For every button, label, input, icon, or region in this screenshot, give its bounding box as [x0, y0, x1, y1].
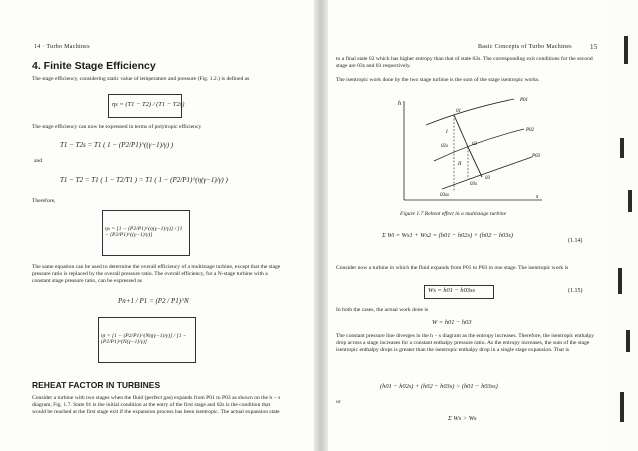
- therefore-text: Therefore,: [32, 198, 56, 204]
- equation-c: ηs = [1 − (P2/P1)^(η(γ−1)/γ)] / [1 − (P2/P1)^((γ−1)/γ)]: [105, 226, 183, 238]
- label-03: 03: [485, 176, 490, 181]
- label-ii: II: [458, 162, 462, 167]
- right-paragraph-2: The isentropic work done by the two stage turbine is the sum of the stage isentropic works.: [336, 77, 540, 83]
- edge-mark-6: [620, 392, 624, 422]
- equation-d: Pn+1 / P1 = (P2 / P1)^N: [118, 297, 189, 305]
- right-paragraph-3: Consider now a turbine in which the fluid expands from P01 to P03 in one stage. The isentropic work is: [336, 265, 569, 271]
- p03-line: [442, 157, 532, 189]
- equation-sum: Σ Wi = Ws1 + Ws2 = (h01 − h02s) + (h02 − h03s): [382, 232, 514, 239]
- equation-e: ηt = [1 − (P2/P1)^(Nη(γ−1)/γ)] / [1 − (P2/P1)^(N(γ−1)/γ)]: [101, 333, 187, 345]
- reheat-title: REHEAT FACTOR IN TURBINES: [32, 380, 161, 390]
- label-p03: P03: [532, 154, 541, 159]
- expansion-stage-2: [468, 147, 482, 177]
- and-text: and: [34, 158, 43, 164]
- right-paragraph-5: The constant pressure line diverges in the h − s diagram as the entropy increases. Therefore, the isentropic enthalpy drop across a stage increases for a constant enthalpy pressure ratio. As the entropy increases, the sum of the stage isentropic enthalpy drops is greater than the isentropic enthalpy drop in a single stage expansion. That is: [336, 333, 595, 353]
- equation-w: W = h01 − h03: [432, 319, 472, 326]
- edge-mark-3: [628, 190, 632, 212]
- label-01: 01: [456, 109, 461, 114]
- page-edge: [608, 0, 638, 451]
- figure-caption: Figure 1.7 Reheat effect in a multistage turbine: [400, 211, 507, 217]
- label-p01: P01: [520, 98, 529, 103]
- book-gutter: [314, 0, 328, 451]
- left-header: 14 · Turbo Machines: [34, 44, 90, 50]
- edge-mark-4: [618, 268, 622, 294]
- s-axis-label: s: [536, 194, 539, 200]
- edge-mark-2: [620, 138, 624, 158]
- equation-number-1-15: (1.15): [568, 288, 583, 294]
- label-i: I: [446, 130, 448, 135]
- equation-inequality: (h01 − h02s) + (h02 − h03s) > (h01 − h03ss): [380, 383, 498, 390]
- polytropic-text: The stage efficiency can now be expressed in terms of polytropic efficiency: [32, 124, 202, 130]
- right-paragraph-4: In both the cases, the actual work done is: [336, 307, 429, 313]
- expansion-stage-1: [454, 115, 468, 147]
- equation-number-1-14: (1.14): [568, 238, 583, 244]
- edge-mark-5: [626, 330, 630, 352]
- label-02: 02: [472, 142, 477, 147]
- label-p02: P02: [526, 128, 535, 133]
- right-header: Basic Concepts of Turbo Machines: [478, 44, 572, 50]
- page-number: 15: [590, 43, 598, 51]
- reheat-text: Consider a turbine with two stages when the fluid (perfect gas) expands from P01 to P03 as shown on the h − s diagram, Fig. 1.7. State 01 is the initial condition at the entry of the first stage and 02s is the condition that would be reached at the first stage exit if the expansion process has been isentropic. The actual expansion state: [32, 395, 281, 415]
- intro-text: The stage efficiency, considering static value of temperature and pressure (Fig. 1.2.) is defined as: [32, 76, 250, 82]
- label-02s: 02s: [441, 144, 448, 149]
- right-paragraph-1: to a final state 02 which has higher entropy than that of state 02s. The corresponding exit conditions for the second stage are 03s and 03 respectively.: [336, 56, 593, 69]
- overall-paragraph: The same equation can be used to determine the overall efficiency of a multistage turbine, except that the stage pressure ratio is replaced by the overall pressure ratio. The overall efficiency, for a N-stage turbine with a constant stage pressure ratio, can be expressed as: [32, 264, 281, 284]
- or-text: or: [336, 399, 341, 405]
- equation-a: T1 − T2s = T1 ( 1 − (P2/P1)^((γ−1)/γ) ): [60, 141, 174, 149]
- equation-b: T1 − T2 = T1 ( 1 − T2/T1 ) = T1 ( 1 − (P2/P1)^(η(γ−1)/γ) ): [60, 176, 228, 184]
- eq-stage-efficiency: ηs = (T1 − T2) / (T1 − T2s): [112, 101, 185, 108]
- edge-mark-1: [624, 36, 628, 64]
- left-page: [0, 0, 314, 451]
- equation-final: Σ Ws > Ws: [448, 415, 477, 422]
- right-page: [328, 0, 608, 451]
- hs-diagram: [396, 95, 546, 205]
- section-title: 4. Finite Stage Efficiency: [32, 60, 156, 72]
- label-03ss: 03ss: [440, 193, 449, 198]
- equation-ws: Ws = h01 − h03ss: [428, 287, 475, 294]
- h-axis-label: h: [398, 101, 401, 107]
- p01-line: [426, 99, 514, 125]
- label-03s: 03s: [470, 182, 477, 187]
